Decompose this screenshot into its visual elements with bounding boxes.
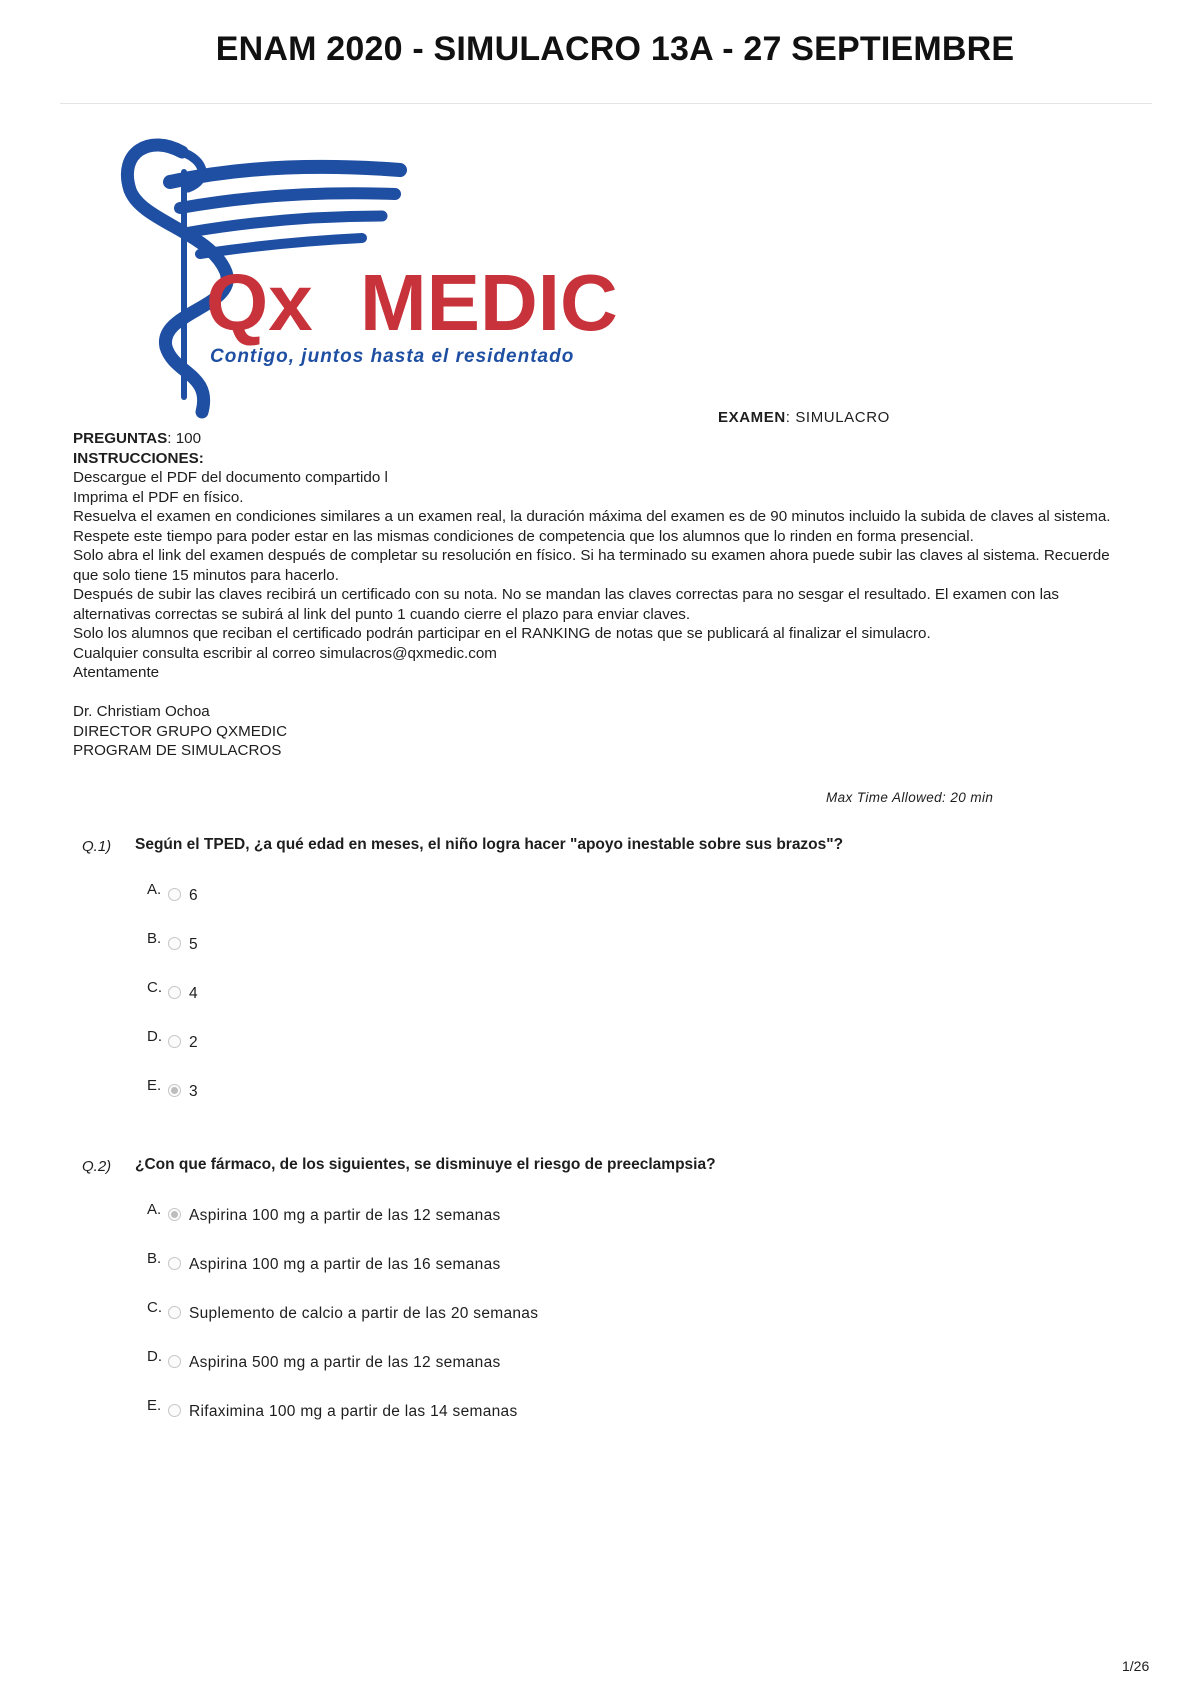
exam-label: EXAMEN	[718, 409, 786, 426]
option-letter: E.	[147, 1077, 162, 1094]
radio-button[interactable]	[168, 1306, 181, 1319]
signature-line: Dr. Christiam Ochoa	[73, 703, 210, 720]
question-text: ¿Con que fármaco, de los siguientes, se disminuye el riesgo de preeclampsia?	[135, 1156, 716, 1173]
page-title: ENAM 2020 - SIMULACRO 13A - 27 SEPTIEMBRE	[215, 30, 1015, 68]
header-divider	[60, 103, 1152, 104]
question-number: Q.2)	[82, 1158, 112, 1175]
option-letter: B.	[147, 1250, 162, 1267]
radio-button-selected[interactable]	[168, 1084, 181, 1097]
option-letter: A.	[147, 881, 162, 898]
option-text: Suplemento de calcio a partir de las 20 semanas	[189, 1305, 539, 1322]
radio-button[interactable]	[168, 1355, 181, 1368]
radio-button[interactable]	[168, 937, 181, 950]
option-text: 5	[189, 936, 198, 953]
option-text: 6	[189, 887, 198, 904]
instruction-line: Solo abra el link del examen después de completar su resolución en físico. Si ha terminado su examen ahora puede subir las claves al sistema. Recuerde que solo tiene 15 minutos para hacerlo.	[73, 547, 1110, 584]
option-text: 4	[189, 985, 198, 1002]
option-text: Aspirina 500 mg a partir de las 12 semanas	[189, 1354, 501, 1371]
option-letter: B.	[147, 930, 162, 947]
questions-label: PREGUNTAS	[73, 430, 168, 447]
instructions-block: PREGUNTAS: 100 INSTRUCCIONES: Descargue el PDF del documento compartido l Imprima el PDF en físico. Resuelva el examen en condiciones similares a un examen real, la duración máxima del examen es de 90 minutos incluido la subida de claves al sistema. Respete este tiempo para poder estar en las mismas condiciones de competencia que los alumnos que lo rinden en forma presencial. Solo abra el link del examen después de completar su resolución en físico. Si ha terminado su examen ahora puede subir las claves al sistema. Recuerde que solo tiene 15 minutos para hacerlo. Después de subir las claves recibirá un certificado con su nota. No se mandan las claves correctas para no sesgar el resultado. El examen con las alternativas correctas se subirá al link del punto 1 cuando cierre el plazo para enviar claves. Solo los alumnos que reciban el certificado podrán participar en el RANKING de notas que se publicará al finalizar el simulacro. Cualquier consulta escribir al correo simulacros@qxmedic.com Atentamente Dr. Christiam Ochoa DIRECTOR GRUPO QXMEDIC PROGRAM DE SIMULACROS	[73, 429, 1118, 761]
questions-count: 100	[175, 430, 202, 447]
radio-button[interactable]	[168, 888, 181, 901]
option-letter: C.	[147, 1299, 162, 1316]
option-text: 2	[189, 1034, 198, 1051]
radio-button[interactable]	[168, 1404, 181, 1417]
option-letter: E.	[147, 1397, 162, 1414]
exam-type: EXAMEN: SIMULACRO	[718, 409, 890, 426]
instruction-line: Solo los alumnos que reciban el certificado podrán participar en el RANKING de notas que se publicará al finalizar el simulacro.	[73, 625, 931, 642]
instruction-line: Después de subir las claves recibirá un certificado con su nota. No se mandan las claves correctas para no sesgar el resultado. El examen con las alternativas correctas se subirá al link del punto 1 cuando cierre el plazo para enviar claves.	[73, 586, 1060, 623]
logo-brand-right: MEDIC	[360, 258, 618, 347]
radio-button[interactable]	[168, 986, 181, 999]
radio-button[interactable]	[168, 1257, 181, 1270]
logo-tagline: Contigo, juntos hasta el residentado	[210, 346, 575, 367]
exam-value: SIMULACRO	[795, 409, 890, 426]
signature-line: DIRECTOR GRUPO QXMEDIC	[73, 722, 288, 740]
option-text: 3	[189, 1083, 198, 1100]
question-text: Según el TPED, ¿a qué edad en meses, el niño logra hacer "apoyo inestable sobre sus brazos"?	[135, 836, 844, 853]
option-text: Rifaximina 100 mg a partir de las 14 semanas	[189, 1403, 518, 1420]
instruction-line: Descargue el PDF del documento compartido l	[73, 469, 388, 486]
instruction-line: Imprima el PDF en físico.	[73, 488, 244, 506]
option-letter: A.	[147, 1201, 162, 1218]
option-text: Aspirina 100 mg a partir de las 12 semanas	[189, 1207, 501, 1224]
option-letter: D.	[147, 1348, 162, 1365]
page-number: 1/26	[1122, 1658, 1150, 1674]
max-time-allowed: Max Time Allowed: 20 min	[826, 790, 994, 805]
option-letter: D.	[147, 1028, 162, 1045]
instructions-heading: INSTRUCCIONES:	[73, 449, 204, 467]
instruction-line: Resuelva el examen en condiciones similares a un examen real, la duración máxima del examen es de 90 minutos incluido la subida de claves al sistema. Respete este tiempo para poder estar en las mismas condiciones de competencia que los alumnos que lo rinden en forma presencial.	[73, 508, 1111, 545]
logo-brand-left: Qx	[206, 258, 313, 347]
radio-button[interactable]	[168, 1035, 181, 1048]
instruction-line: Atentamente	[73, 664, 160, 681]
qxmedic-logo	[70, 112, 710, 422]
radio-button-selected[interactable]	[168, 1208, 181, 1221]
question-number: Q.1)	[82, 838, 112, 855]
option-text: Aspirina 100 mg a partir de las 16 semanas	[189, 1256, 501, 1273]
signature-line: PROGRAM DE SIMULACROS	[73, 742, 282, 759]
instruction-line: Cualquier consulta escribir al correo simulacros@qxmedic.com	[73, 644, 497, 662]
option-letter: C.	[147, 979, 162, 996]
